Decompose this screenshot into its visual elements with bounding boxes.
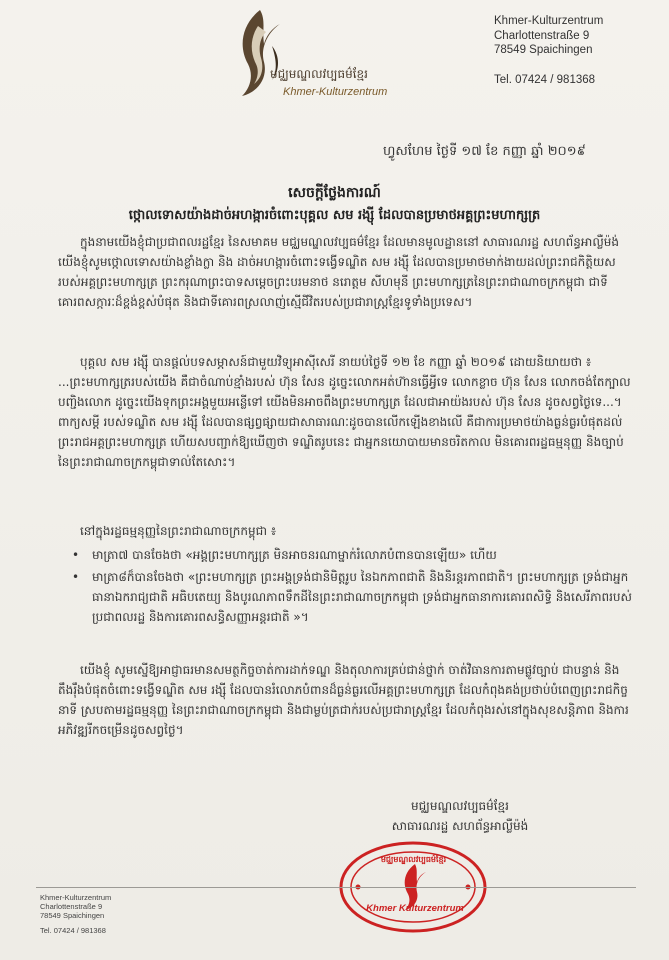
stamp-text-khmer: មជ្ឈមណ្ឌលវប្បធម៌ខ្មែរ (380, 855, 447, 864)
body-paragraph-2: បុគ្គល សម រង្ស៊ី បានផ្តល់បទសម្ភាសន៍ជាមួយវិទ្យុអាស៊ីសេរី នាយប់ថ្ងៃទី ១២ ខែ កញ្ញា ឆ្នាំ ២០១៩ ដោយនិយាយថា ៖ ...ព្រះមហាក្សត្ររបស់យើង គឺជាចំណាប់ខ្មាំងរបស់ ហ៊ុន សែន ដូច្នេះលោកអត់ហ៊ានធ្វើអ្វីទេ លោកខ្លាច ហ៊ុន សែន លោកចង់តែក្បាលបញ្ជិងលោក ដូច្នេះយើងទុកព្រះអង្គមួយអន្លើទៅ យើងមិនអាចពឹងព្រះមហាក្សត្រ ដែលជាអាយ៉ងរបស់ ហ៊ុន សែន ដូចសព្វថ្ងៃទេ...។ ពាក្យសម្តី របស់ទណ្ឌិត សម រង្ស៊ី ដែលបានផ្សព្វផ្សាយជាសាធារណៈដូចបានលើកឡើងខាងលើ គឺជាការប្រមាថយ៉ាងធ្ងន់ធ្ងរបំផុតដល់ព្រះរាជអគ្គព្រះមហាក្សត្រ ហើយសបញ្ជាក់ឱ្យឃើញថា ទណ្ឌិតរូបនេះ ជាអ្នកនយោបាយមានចរិតកាល មិនគោរពរដ្ឋធម្មនុញ្ញ និងច្បាប់នៃព្រះរាជាណាចក្រកម្ពុជាទាល់តែសោះ។ (58, 355, 631, 469)
header-address (494, 14, 664, 87)
statement-subtitle: ថ្កោលទោសយ៉ាងដាច់អហង្ការចំពោះបុគ្គល សម រង្ស៊ី ដែលបានប្រមាថអគ្គព្រះមហាក្សត្រ (128, 208, 541, 223)
article-7-item: • មាត្រា៧ បានចែងថា «អង្គព្រះមហាក្សត្រ មិនអាចនរណាម្នាក់រំលោភបំពានបានឡើយ» ហើយ (58, 545, 633, 567)
signature-block (330, 796, 590, 836)
header-tel: Tel. 07424 / 981368 (494, 73, 596, 86)
address-line: Charlottenstraße 9 (494, 29, 590, 42)
statement-title: សេចក្តីថ្លែងការណ៍ (288, 185, 381, 201)
body-paragraph-3: នៅក្នុងរដ្ឋធម្មនុញ្ញនៃព្រះរាជាណាចក្រកម្ពុជា ៖ (80, 524, 277, 538)
stamp-text-latin: Khmer Kulturzentrum (366, 903, 464, 914)
body-paragraph-1: ក្នុងនាមយើងខ្ញុំជាប្រជាពលរដ្ឋខ្មែរ នៃសមាគម មជ្ឈមណ្ឌលវប្បធម៌ខ្មែរ ដែលមានមូលដ្ឋាននៅ សាធារណរដ្ឋ សហព័ន្ធអាល្លឺម៉ង់ យើងខ្ញុំសូមថ្កោលទោសយ៉ាងខ្លាំងក្លា និង ដាច់អហង្ការចំពោះទង្វើទណ្ឌិត សម រង្ស៊ី ដែលបានប្រមាថមាក់ងាយដល់ព្រះរាជកិត្តិយសរបស់អគ្គព្រះមហាក្សត្រ ព្រះករុណាព្រះបាទសម្តេចព្រះបរមនាថ នរោត្តម សីហមុនី ព្រះមហាក្សត្រនៃព្រះរាជាណាចក្រកម្ពុជា ជាទីគោរពសក្ការៈដ៏ខ្ពង់ខ្ពស់បំផុត និងជាទីគោរពស្រលាញ់ស្មើជីវិតរបស់ប្រជារាស្ត្រខ្មែរទូទាំងប្រទេស។ (58, 235, 619, 309)
article-8-item: • មាត្រា៨ក៏បានចែងថា «ព្រះមហាក្សត្រ ព្រះអង្គទ្រង់ជានិមិត្តរូប នៃឯកភាពជាតិ និងនិរន្តរភាពជាតិ។ ព្រះមហាក្សត្រ ទ្រង់ជាអ្នកធានាឯករាជ្យជាតិ អធិបតេយ្យ និងបូរណភាពទឹកដីនៃព្រះរាជាណាចក្រកម្ពុជា ទ្រង់ជាអ្នកធានាការគោរពសិទ្ធិ និងសេរីភាពរបស់ប្រជាពលរដ្ឋ និងការគោរពសន្ធិសញ្ញាអន្តរជាតិ »។ (58, 567, 633, 629)
footer-address-line: 78549 Spaichingen (40, 911, 105, 920)
footer-divider (36, 887, 636, 888)
letter-date: ហ្វូសហែម ថ្ងៃទី ១៧ ខែ កញ្ញា ឆ្នាំ ២០១៩ (383, 144, 586, 159)
footer-tel: Tel. 07424 / 981368 (40, 926, 106, 935)
footer-address (40, 893, 200, 935)
signature-country: សាធារណរដ្ឋ សហព័ន្ធអាល្លឺម៉ង់ (391, 819, 529, 833)
body-paragraph-4: យើងខ្ញុំ សូមស្នើឱ្យអាជ្ញាធរមានសមត្ថកិច្ចចាត់ការដាក់ទណ្ឌ និងតុលាការគ្រប់ជាន់ថ្នាក់ ចាត់វិធានការតាមផ្លូវច្បាប់ ជាបន្ទាន់ និងតឹងរ៉ឹងបំផុតចំពោះទង្វើទណ្ឌិត សម រង្ស៊ី ដែលបានរំលោភបំពានដ៏ធ្ងន់ធ្ងរលើអគ្គព្រះមហាក្សត្រ ដែលកំពុងគង់ប្រថាប់បំពេញព្រះរាជកិច្ចនាទី ស្របតាមរដ្ឋធម្មនុញ្ញ នៃព្រះរាជាណាចក្រកម្ពុជា និងជាម្លប់ត្រជាក់របស់ប្រជារាស្ត្រខ្មែរ ដែលកំពុងរស់នៅក្នុងសុខសន្តិភាព និងការអភិវឌ្ឍរីកចម្រើនដូចសព្វថ្ងៃ។ (58, 663, 629, 737)
address-line: Khmer-Kulturzentrum (494, 15, 604, 27)
org-name-latin: Khmer-Kulturzentrum (283, 86, 388, 98)
org-logo (228, 6, 428, 101)
constitution-articles-list (58, 545, 633, 629)
org-name-khmer: មជ្ឈមណ្ឌលវប្បធម៌ខ្មែរ (270, 67, 368, 81)
flame-logo-icon (228, 6, 288, 101)
footer-address-line: Charlottenstraße 9 (40, 902, 103, 911)
footer-address-line: Khmer-Kulturzentrum (40, 893, 112, 902)
address-line: 78549 Spaichingen (494, 44, 593, 56)
signature-org: មជ្ឈមណ្ឌលវប្បធម៌ខ្មែរ (411, 799, 509, 813)
